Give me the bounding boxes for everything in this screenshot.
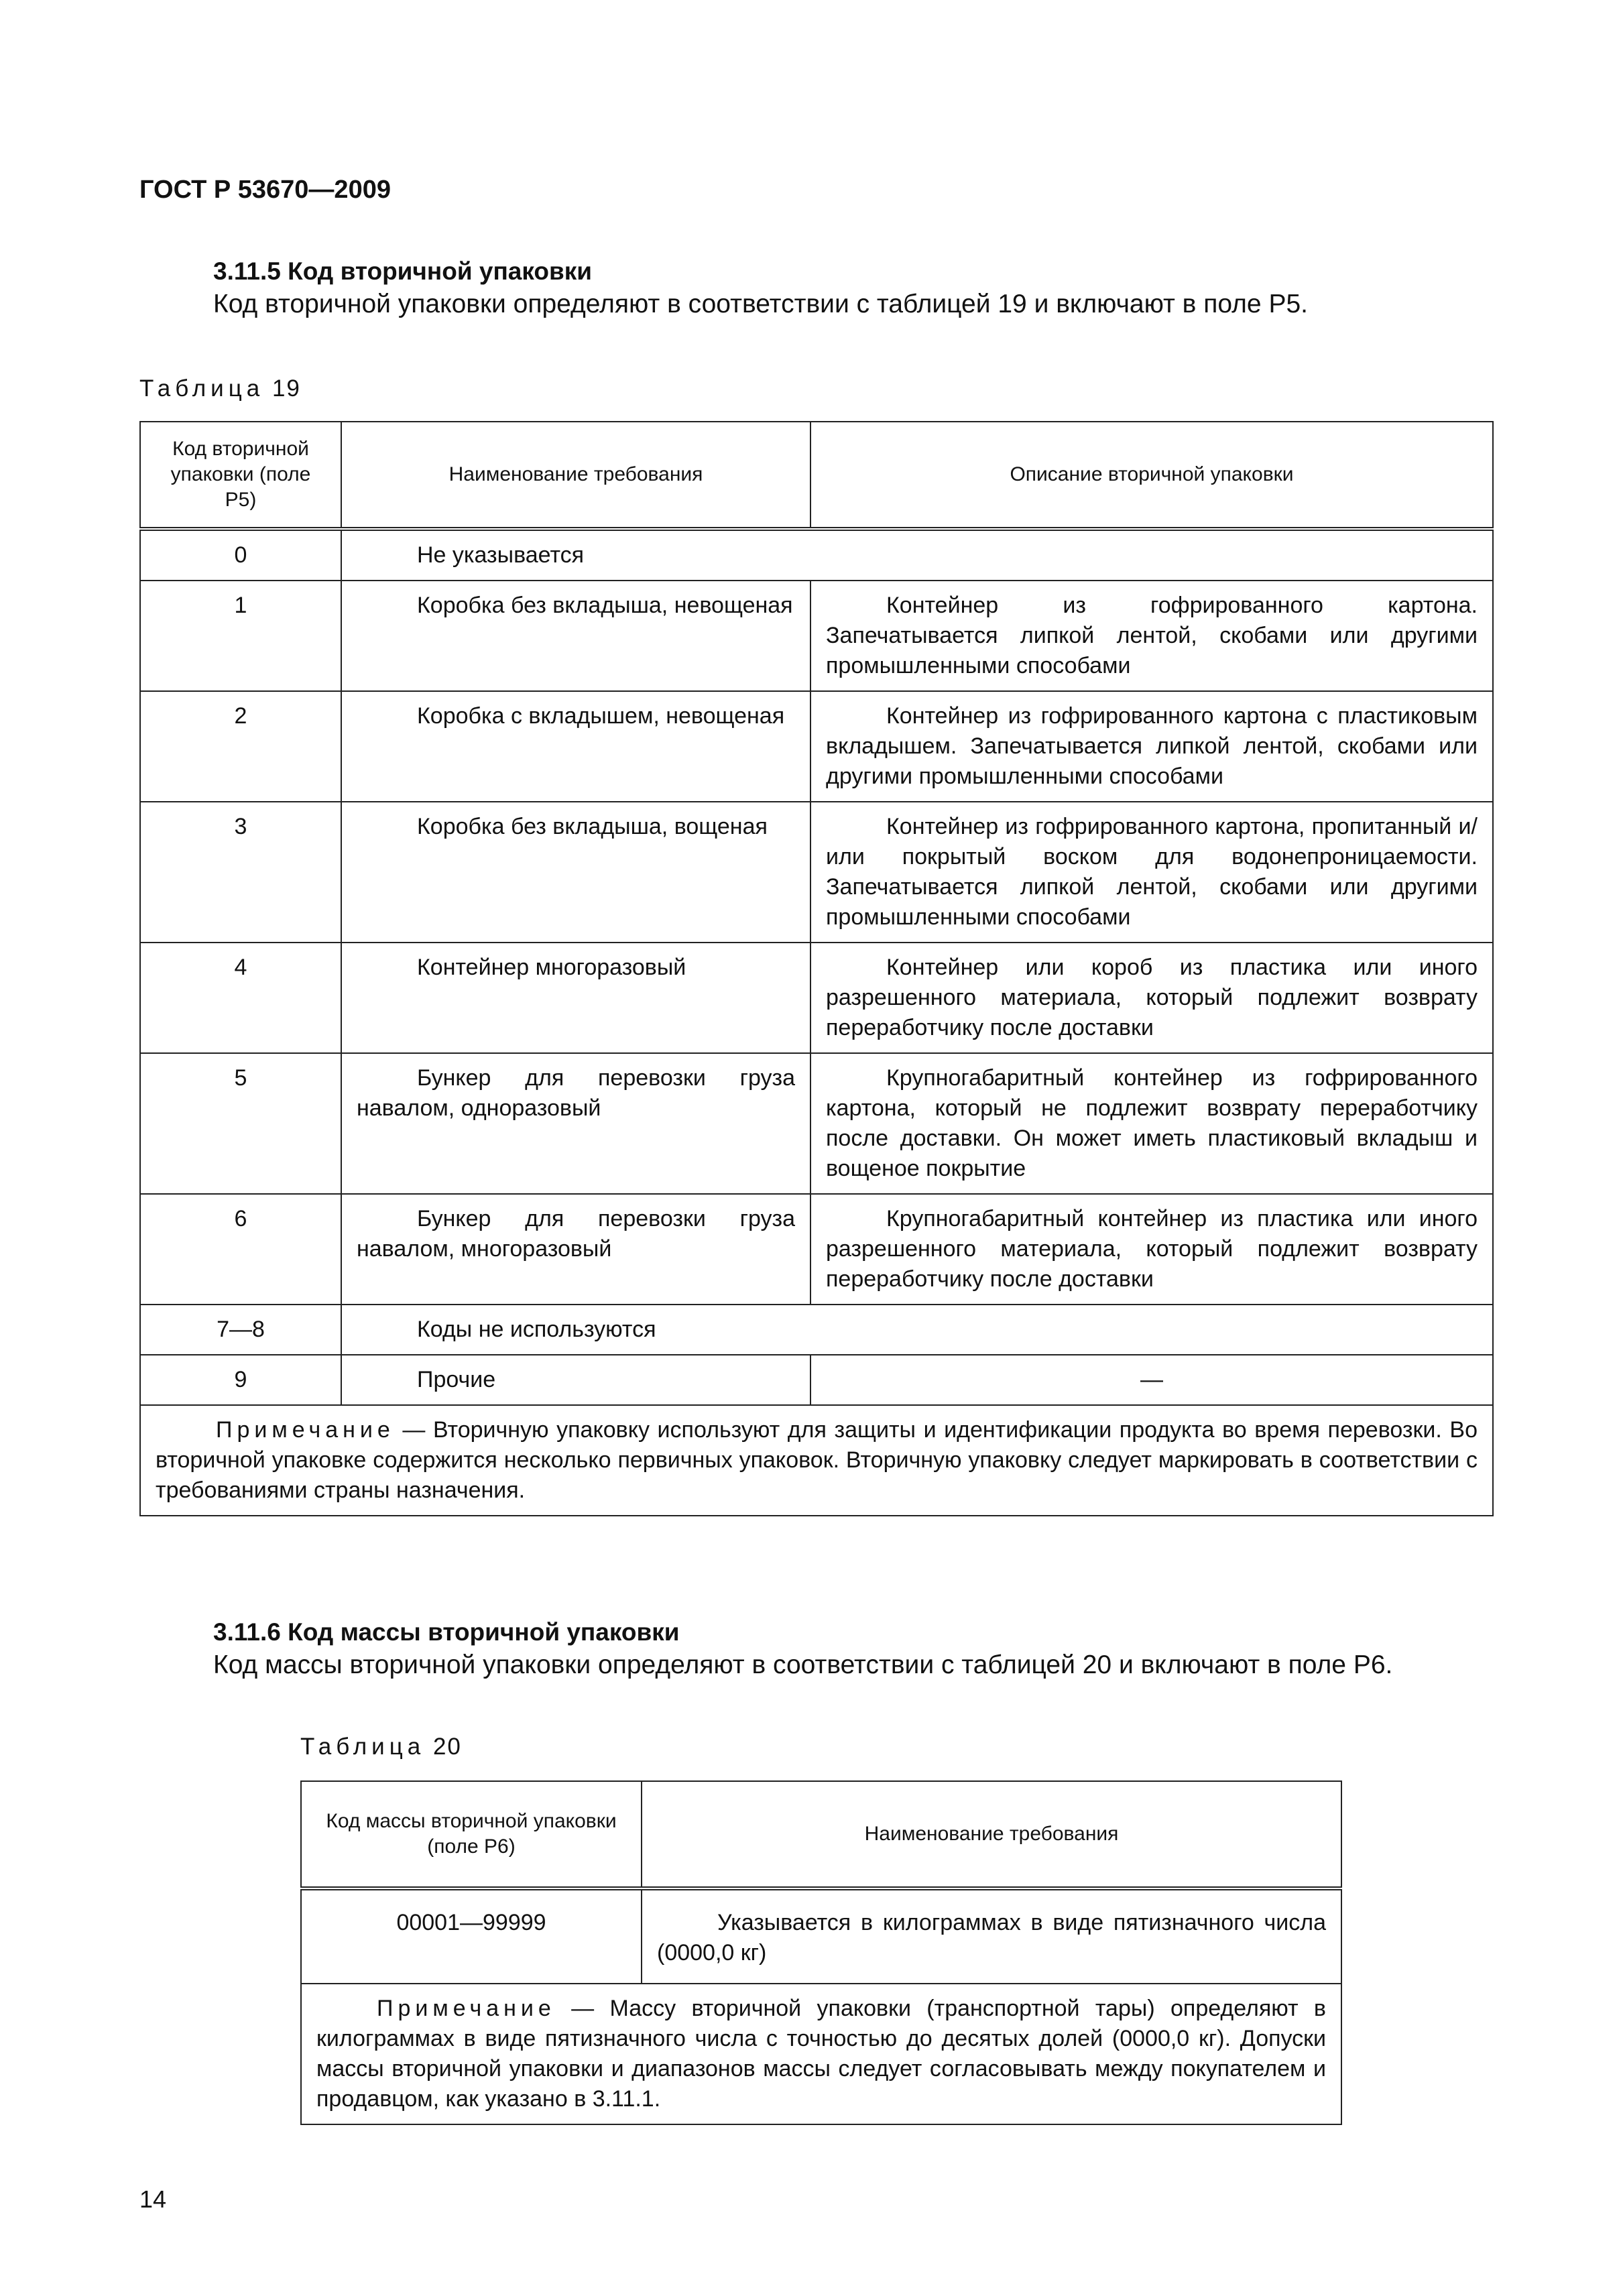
row-code: 5 — [140, 1053, 341, 1194]
page-number: 14 — [139, 2185, 167, 2213]
row-description: Контейнер или короб из пластика или иного разрешенного материала, который подлежит возврату переработчику после доставки — [810, 943, 1493, 1053]
table-caption-number: 19 — [272, 375, 301, 402]
row-name: Не указывается — [341, 529, 1493, 581]
table-row — [140, 581, 1493, 691]
row-description: Крупногабаритный контейнер из гофрированного картона, который не подлежит возврату переработчику после доставки. Он может иметь пластиковый вкладыш и вощеное покрытие — [810, 1053, 1493, 1194]
row-name: Коробка с вкладышем, невощеная — [341, 691, 810, 802]
row-code: 4 — [140, 943, 341, 1053]
table-19 — [139, 421, 1494, 1516]
section-3-11-5-text: Код вторичной упаковки определяют в соответствии с таблицей 19 и включают в поле Р5. — [213, 290, 1308, 318]
table-caption-number: 20 — [432, 1734, 462, 1760]
row-name: Указывается в килограммах в виде пятизначного числа (0000,0 кг) — [642, 1888, 1341, 1984]
table-note-row — [301, 1984, 1341, 2124]
table-20-caption — [300, 1734, 462, 1760]
section-3-11-6-title: 3.11.6 Код массы вторичной упаковки — [213, 1618, 680, 1646]
table-row — [140, 691, 1493, 802]
table-20 — [300, 1780, 1342, 2125]
table-header-description: Описание вторичной упаковки — [810, 422, 1493, 529]
note-label: Примечание — [377, 1996, 556, 2021]
table-row — [140, 1194, 1493, 1305]
row-description: Контейнер из гофрированного картона с пластиковым вкладышем. Запечатывается липкой лентой, скобами или другими промышленными способами — [810, 691, 1493, 802]
table-note-row — [140, 1405, 1493, 1516]
row-code: 2 — [140, 691, 341, 802]
row-name: Прочие — [341, 1355, 810, 1405]
row-name: Контейнер многоразовый — [341, 943, 810, 1053]
table-header-name: Наименование требования — [341, 422, 810, 529]
row-code: 9 — [140, 1355, 341, 1405]
row-name: Коробка без вкладыша, невощеная — [341, 581, 810, 691]
row-name: Бункер для перевозки груза навалом, одноразовый — [341, 1053, 810, 1194]
row-name: Коробка без вкладыша, вощеная — [341, 802, 810, 943]
table-note — [301, 1984, 1341, 2124]
table-caption-word: Таблица — [139, 375, 265, 402]
note-text: — Вторичную упаковку используют для защиты и идентификации продукта во время перевозки. Во вторичной упаковке содержится несколько первичных упаковок. Вторичную упаковку следует маркировать в соответствии с требованиями страны назначения. — [156, 1417, 1478, 1503]
table-row — [301, 1888, 1341, 1984]
row-code: 7—8 — [140, 1305, 341, 1355]
table-row — [140, 1053, 1493, 1194]
table-note — [140, 1405, 1493, 1516]
note-text: — Массу вторичной упаковки (транспортной тары) определяют в килограммах в виде пятизначного числа с точностью до десятых долей (0000,0 кг). Допуски массы вторичной упаковки и диапазонов массы следует согласовывать между покупателем и продавцом, как указано в 3.11.1. — [316, 1996, 1326, 2112]
note-label: Примечание — [216, 1417, 395, 1443]
row-code: 1 — [140, 581, 341, 691]
row-description: — — [810, 1355, 1493, 1405]
row-description: Крупногабаритный контейнер из пластика или иного разрешенного материала, который подлежит возврату переработчику после доставки — [810, 1194, 1493, 1305]
table-header-code: Код вторичной упаковки (поле Р5) — [140, 422, 341, 529]
table-19-caption — [139, 375, 301, 402]
table-row — [140, 802, 1493, 943]
row-description: Контейнер из гофрированного картона, пропитанный и/или покрытый воском для водонепроницаемости. Запечатывается липкой лентой, скобами или другими промышленными способами — [810, 802, 1493, 943]
table-header-code: Код массы вторичной упаковки (поле Р6) — [301, 1781, 642, 1888]
row-name: Коды не используются — [341, 1305, 1493, 1355]
row-description: Контейнер из гофрированного картона. Запечатывается липкой лентой, скобами или другими промышленными способами — [810, 581, 1493, 691]
row-code: 00001—99999 — [301, 1888, 642, 1984]
table-header-name: Наименование требования — [642, 1781, 1341, 1888]
row-code: 0 — [140, 529, 341, 581]
table-caption-word: Таблица — [300, 1734, 426, 1760]
row-code: 6 — [140, 1194, 341, 1305]
section-3-11-5-title: 3.11.5 Код вторичной упаковки — [213, 257, 593, 285]
row-code: 3 — [140, 802, 341, 943]
section-3-11-6-text: Код массы вторичной упаковки определяют в соответствии с таблицей 20 и включают в поле Р6. — [213, 1650, 1393, 1679]
table-row — [140, 529, 1493, 581]
document-header: ГОСТ Р 53670—2009 — [139, 176, 391, 204]
table-row — [140, 943, 1493, 1053]
row-name: Бункер для перевозки груза навалом, многоразовый — [341, 1194, 810, 1305]
table-row — [140, 1305, 1493, 1355]
table-row — [140, 1355, 1493, 1405]
